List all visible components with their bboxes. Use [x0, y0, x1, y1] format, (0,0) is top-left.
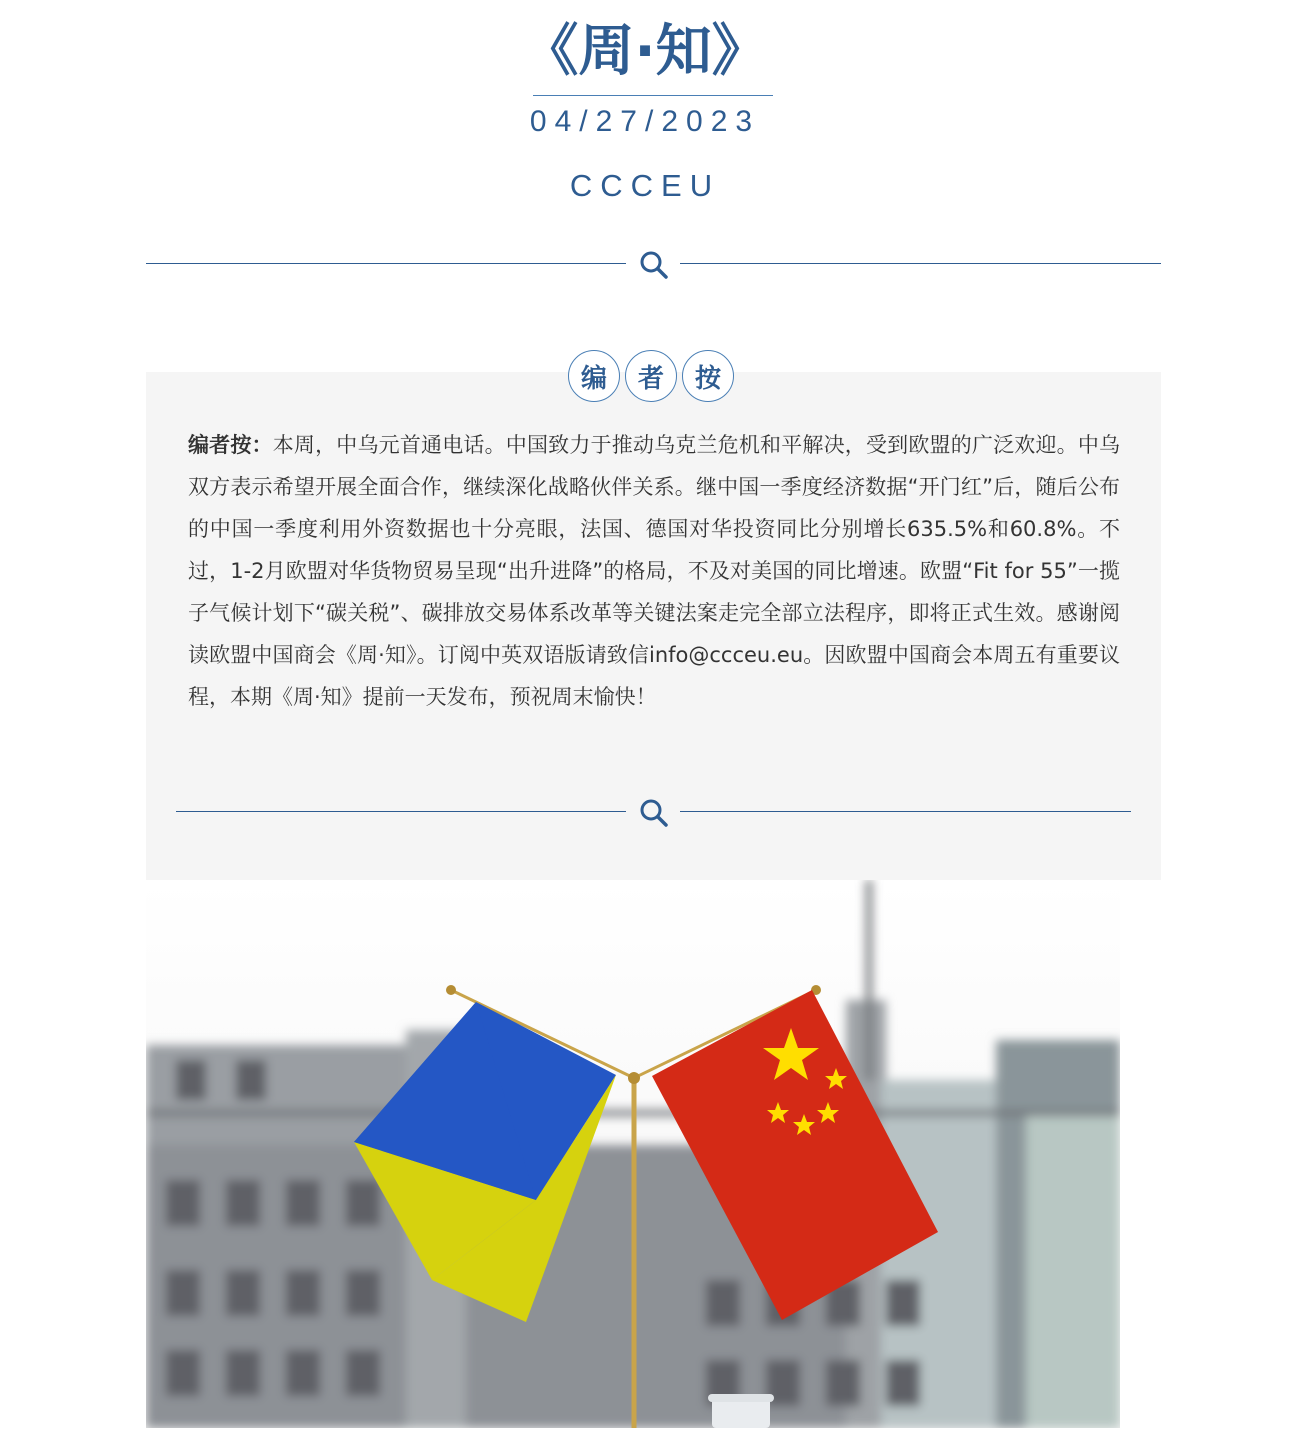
section-divider-bottom — [176, 797, 1131, 827]
editor-note-badges — [568, 350, 734, 404]
editor-note-label: 编者按： — [188, 433, 273, 457]
organization-name: CCCEU — [569, 168, 721, 203]
divider-line-left — [176, 811, 626, 812]
divider-line-left — [146, 263, 626, 264]
search-icon — [638, 249, 670, 281]
title-underline — [533, 95, 773, 96]
badge-char: 者 — [625, 350, 677, 402]
search-icon — [638, 797, 670, 829]
page-title: 《周·知》 — [522, 19, 768, 84]
divider-line-right — [680, 811, 1131, 812]
badge-char: 按 — [682, 350, 734, 402]
section-divider-top — [146, 249, 1161, 279]
issue-date: 04/27/2023 — [529, 105, 761, 138]
editor-note-text: 本周，中乌元首通电话。中国致力于推动乌克兰危机和平解决，受到欧盟的广泛欢迎。中乌双方表示希望开展全面合作，继续深化战略伙伴关系。继中国一季度经济数据“开门红”后，随后公布的中国一季度利用外资数据也十分亮眼，法国、德国对华投资同比分别增长635.5%和60.8%。不过，1-2月欧盟对华货物贸易呈现“出升进降”的格局，不及对美国的同比增速。欧盟“Fit for 55”一揽子气候计划下“碳关税”、碳排放交易体系改革等关键法案走完全部立法程序，即将正式生效。感谢阅读欧盟中国商会《周·知》。订阅中英双语版请致信info@ccceu.eu。因欧盟中国商会本周五有重要议程，本期《周·知》提前一天发布，预祝周末愉快！ — [188, 433, 1121, 709]
ukraine-china-flags-photo — [146, 880, 1120, 1428]
divider-line-right — [680, 263, 1161, 264]
badge-char: 编 — [568, 350, 620, 402]
editor-note-body — [188, 424, 1120, 718]
flags-illustration — [146, 880, 1120, 1428]
